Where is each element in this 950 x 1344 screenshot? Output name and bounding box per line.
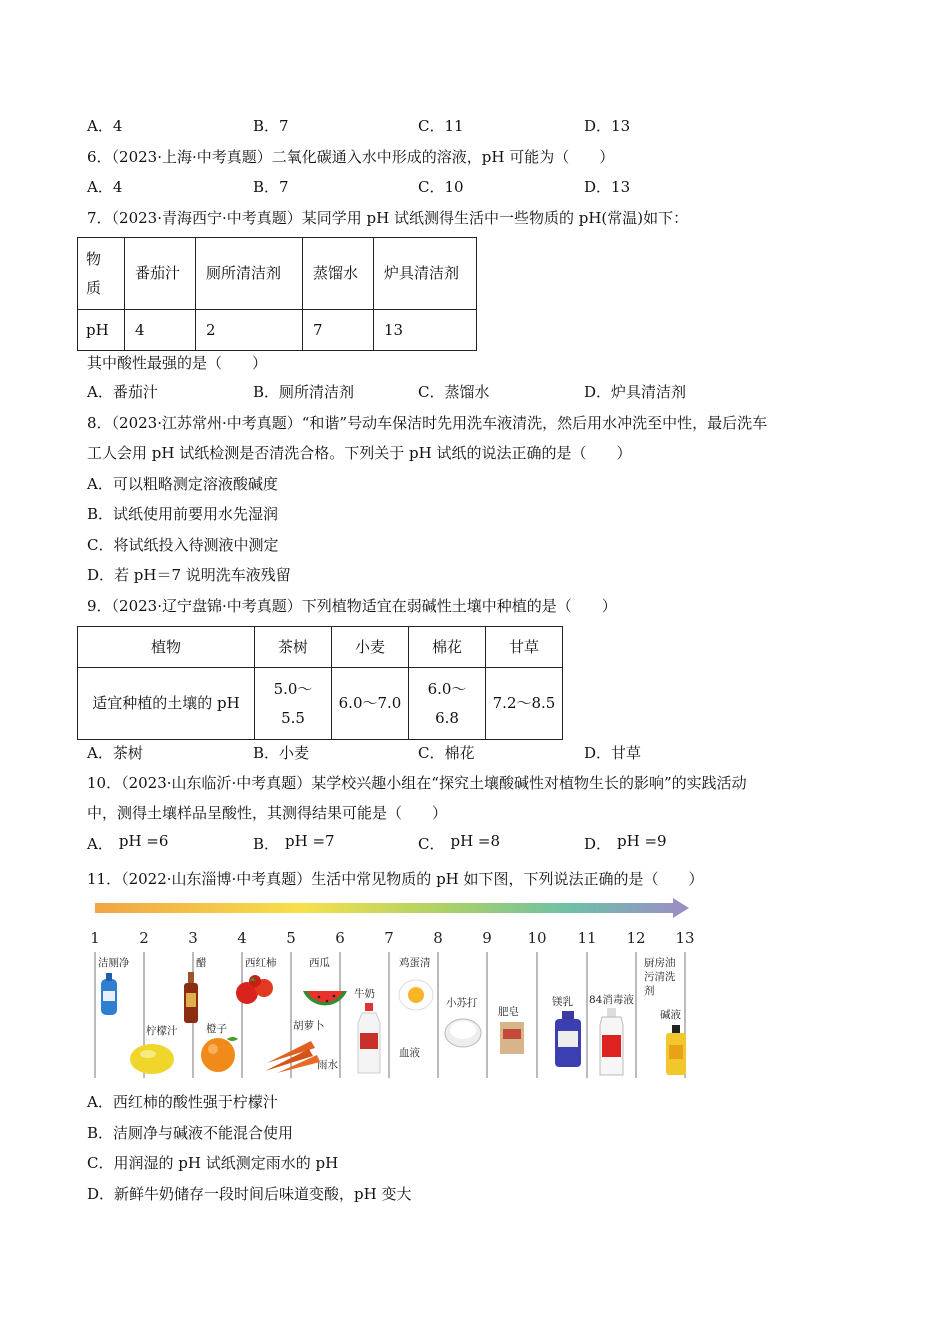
q7-option-d[interactable]: D．炉具清洁剂 [584, 383, 687, 401]
q8-option-c[interactable]: C．将试纸投入待测液中测定 [87, 536, 279, 554]
q9-header-wheat: 小麦 [332, 627, 409, 668]
q9-header-tea: 茶树 [255, 627, 332, 668]
scale-tick: 5 [286, 929, 296, 947]
q9-header-cotton: 棉花 [409, 627, 486, 668]
scale-tick: 13 [675, 929, 695, 947]
label-blood: 血液 [399, 1047, 420, 1059]
q7-cell: 13 [374, 310, 477, 351]
ph-scale-figure [87, 895, 707, 1080]
q9-cell-tea: 5.0～ 5.5 [255, 668, 332, 740]
q7-option-b[interactable]: B．厕所清洁剂 [253, 383, 355, 401]
q10-value-c: pH =8 [450, 832, 501, 850]
q7-header-substance: 物 质 [78, 238, 125, 310]
q9-cell-wheat: 6.0～7.0 [332, 668, 409, 740]
scale-tick: 1 [90, 929, 100, 947]
q9-table [77, 626, 563, 740]
label-84-disinfectant: 84消毒液 [589, 994, 634, 1006]
q6-stem: 6．（2023·上海·中考真题）二氧化碳通入水中形成的溶液，pH 可能为（ ） [87, 148, 615, 166]
q7-option-a[interactable]: A．番茄汁 [87, 383, 158, 401]
q10-stem-line1: 10．（2023·山东临沂·中考真题）某学校兴趣小组在“探究土壤酸碱性对植物生长的影响”的实践活动 [87, 774, 747, 792]
scale-tick: 8 [433, 929, 443, 947]
q10-stem-line2: 中，测得土壤样品呈酸性，其测得结果可能是（ ） [87, 804, 448, 822]
label-milk: 牛奶 [354, 988, 375, 1000]
q9-cell-licorice: 7.2～8.5 [486, 668, 563, 740]
alkali-bottle-icon [666, 1025, 686, 1075]
q8-stem-line2: 工人会用 pH 试纸检测是否清洗合格。下列关于 pH 试纸的说法正确的是（ ） [87, 444, 632, 462]
label-toilet-cleaner: 洁厕净 [98, 957, 130, 969]
soap-box-icon [500, 1022, 524, 1054]
label-kitchen-cleaner: 剂 [644, 985, 655, 997]
q6-options [87, 177, 847, 197]
baking-soda-icon [445, 1019, 481, 1047]
q7-header-water: 蒸馏水 [303, 238, 374, 310]
q9-header-licorice: 甘草 [486, 627, 563, 668]
q7-stem: 7．（2023·青海西宁·中考真题）某同学用 pH 试纸测得生活中一些物质的 pH(常温)如下： [87, 209, 689, 227]
q10-option-b[interactable]: B． pH =7 [253, 832, 335, 853]
milk-bottle-icon [358, 1003, 380, 1073]
q6-option-c[interactable]: C．10 [418, 178, 464, 196]
q7-after: 其中酸性最强的是（ ） [87, 354, 268, 372]
q10-value-b: pH =7 [285, 832, 335, 850]
q8-option-d[interactable]: D．若 pH＝7 说明洗车液残留 [87, 566, 291, 584]
label-kitchen-cleaner: 厨房油 [644, 957, 676, 969]
label-baking-soda: 小苏打 [446, 997, 478, 1009]
q7-header-stove: 炉具清洁剂 [374, 238, 477, 310]
q9-option-d[interactable]: D．甘草 [584, 744, 642, 762]
disinfectant-bottle-icon [600, 1008, 623, 1075]
q9-stem: 9．（2023·辽宁盘锦·中考真题）下列植物适宜在弱碱性土壤中种植的是（ ） [87, 597, 617, 615]
q7-cell: 4 [125, 310, 196, 351]
q7-row-label: pH [78, 310, 125, 351]
q5-options [87, 116, 847, 136]
q9-row-label: 适宜种植的土壤的 pH [78, 668, 255, 740]
scale-tick: 12 [626, 929, 646, 947]
scale-tick: 7 [384, 929, 394, 947]
q7-options [87, 382, 847, 402]
q9-header-plant: 植物 [78, 627, 255, 668]
scale-tick: 4 [237, 929, 247, 947]
q9-option-b[interactable]: B．小麦 [253, 744, 310, 762]
label-vinegar: 醋 [196, 957, 207, 969]
q6-option-b[interactable]: B．7 [253, 178, 289, 196]
q10-option-c[interactable]: C． pH =8 [418, 832, 501, 853]
label-egg-white: 鸡蛋清 [399, 957, 431, 969]
ph-gradient-arrow [95, 898, 689, 918]
toilet-cleaner-bottle-icon [101, 973, 117, 1015]
carrot-icon [265, 1041, 320, 1073]
scale-tick: 9 [482, 929, 492, 947]
label-milk-of-magnesia: 镁乳 [552, 996, 573, 1008]
label-lemon-juice: 柠檬汁 [146, 1025, 178, 1037]
scale-tick: 10 [527, 929, 547, 947]
q8-option-a[interactable]: A．可以粗略测定溶液酸碱度 [87, 475, 278, 493]
fried-egg-icon [399, 980, 433, 1010]
lemon-icon [130, 1044, 174, 1074]
q7-cell: 7 [303, 310, 374, 351]
label-soap: 肥皂 [498, 1006, 519, 1018]
orange-icon [201, 1037, 238, 1072]
q10-value-d: pH =9 [617, 832, 667, 850]
q5-option-c[interactable]: C．11 [418, 117, 464, 135]
q6-option-a[interactable]: A．4 [87, 178, 123, 196]
scale-tick: 2 [139, 929, 149, 947]
q6-option-d[interactable]: D．13 [584, 178, 631, 196]
q5-option-a[interactable]: A．4 [87, 117, 123, 135]
q10-options [87, 834, 847, 854]
q8-option-b[interactable]: B．试纸使用前要用水先湿润 [87, 505, 279, 523]
scale-tick: 11 [577, 929, 597, 947]
q9-option-c[interactable]: C．棉花 [418, 744, 475, 762]
q10-option-a[interactable]: A． pH =6 [87, 832, 169, 853]
label-kitchen-cleaner: 污清洗 [644, 971, 676, 983]
vinegar-bottle-icon [184, 972, 198, 1023]
q9-cell-cotton: 6.0～ 6.8 [409, 668, 486, 740]
q11-option-a[interactable]: A．西红柿的酸性强于柠檬汁 [87, 1093, 278, 1111]
q10-value-a: pH =6 [118, 832, 169, 850]
label-watermelon: 西瓜 [309, 957, 330, 969]
label-tomato: 西红柿 [245, 957, 277, 969]
q5-option-b[interactable]: B．7 [253, 117, 289, 135]
q5-option-d[interactable]: D．13 [584, 117, 631, 135]
q7-header-tomato: 番茄汁 [125, 238, 196, 310]
q7-option-c[interactable]: C．蒸馏水 [418, 383, 490, 401]
label-alkali: 碱液 [660, 1009, 681, 1021]
q11-option-b[interactable]: B．洁厕净与碱液不能混合使用 [87, 1124, 294, 1142]
q7-header-toilet: 厕所清洁剂 [196, 238, 303, 310]
q8-stem-line1: 8．（2023·江苏常州·中考真题）“和谐”号动车保洁时先用洗车液清洗，然后用水冲洗至中性，最后洗车 [87, 414, 768, 432]
q9-option-a[interactable]: A．茶树 [87, 744, 143, 762]
scale-tick: 3 [188, 929, 198, 947]
q11-option-d[interactable]: D．新鲜牛奶储存一段时间后味道变酸，pH 变大 [87, 1185, 412, 1203]
q11-option-c[interactable]: C．用润湿的 pH 试纸测定雨水的 pH [87, 1154, 339, 1172]
magnesia-bottle-icon [555, 1011, 581, 1067]
q7-table [77, 237, 477, 351]
q10-option-d[interactable]: D． pH =9 [584, 832, 667, 853]
label-carrot: 胡萝卜 [293, 1020, 325, 1032]
scale-tick: 6 [335, 929, 345, 947]
label-rainwater: 雨水 [317, 1059, 338, 1071]
label-orange: 橙子 [206, 1023, 227, 1035]
q11-stem: 11．（2022·山东淄博·中考真题）生活中常见物质的 pH 如下图，下列说法正确的是（ ） [87, 870, 704, 888]
q9-options [87, 743, 847, 763]
q7-cell: 2 [196, 310, 303, 351]
